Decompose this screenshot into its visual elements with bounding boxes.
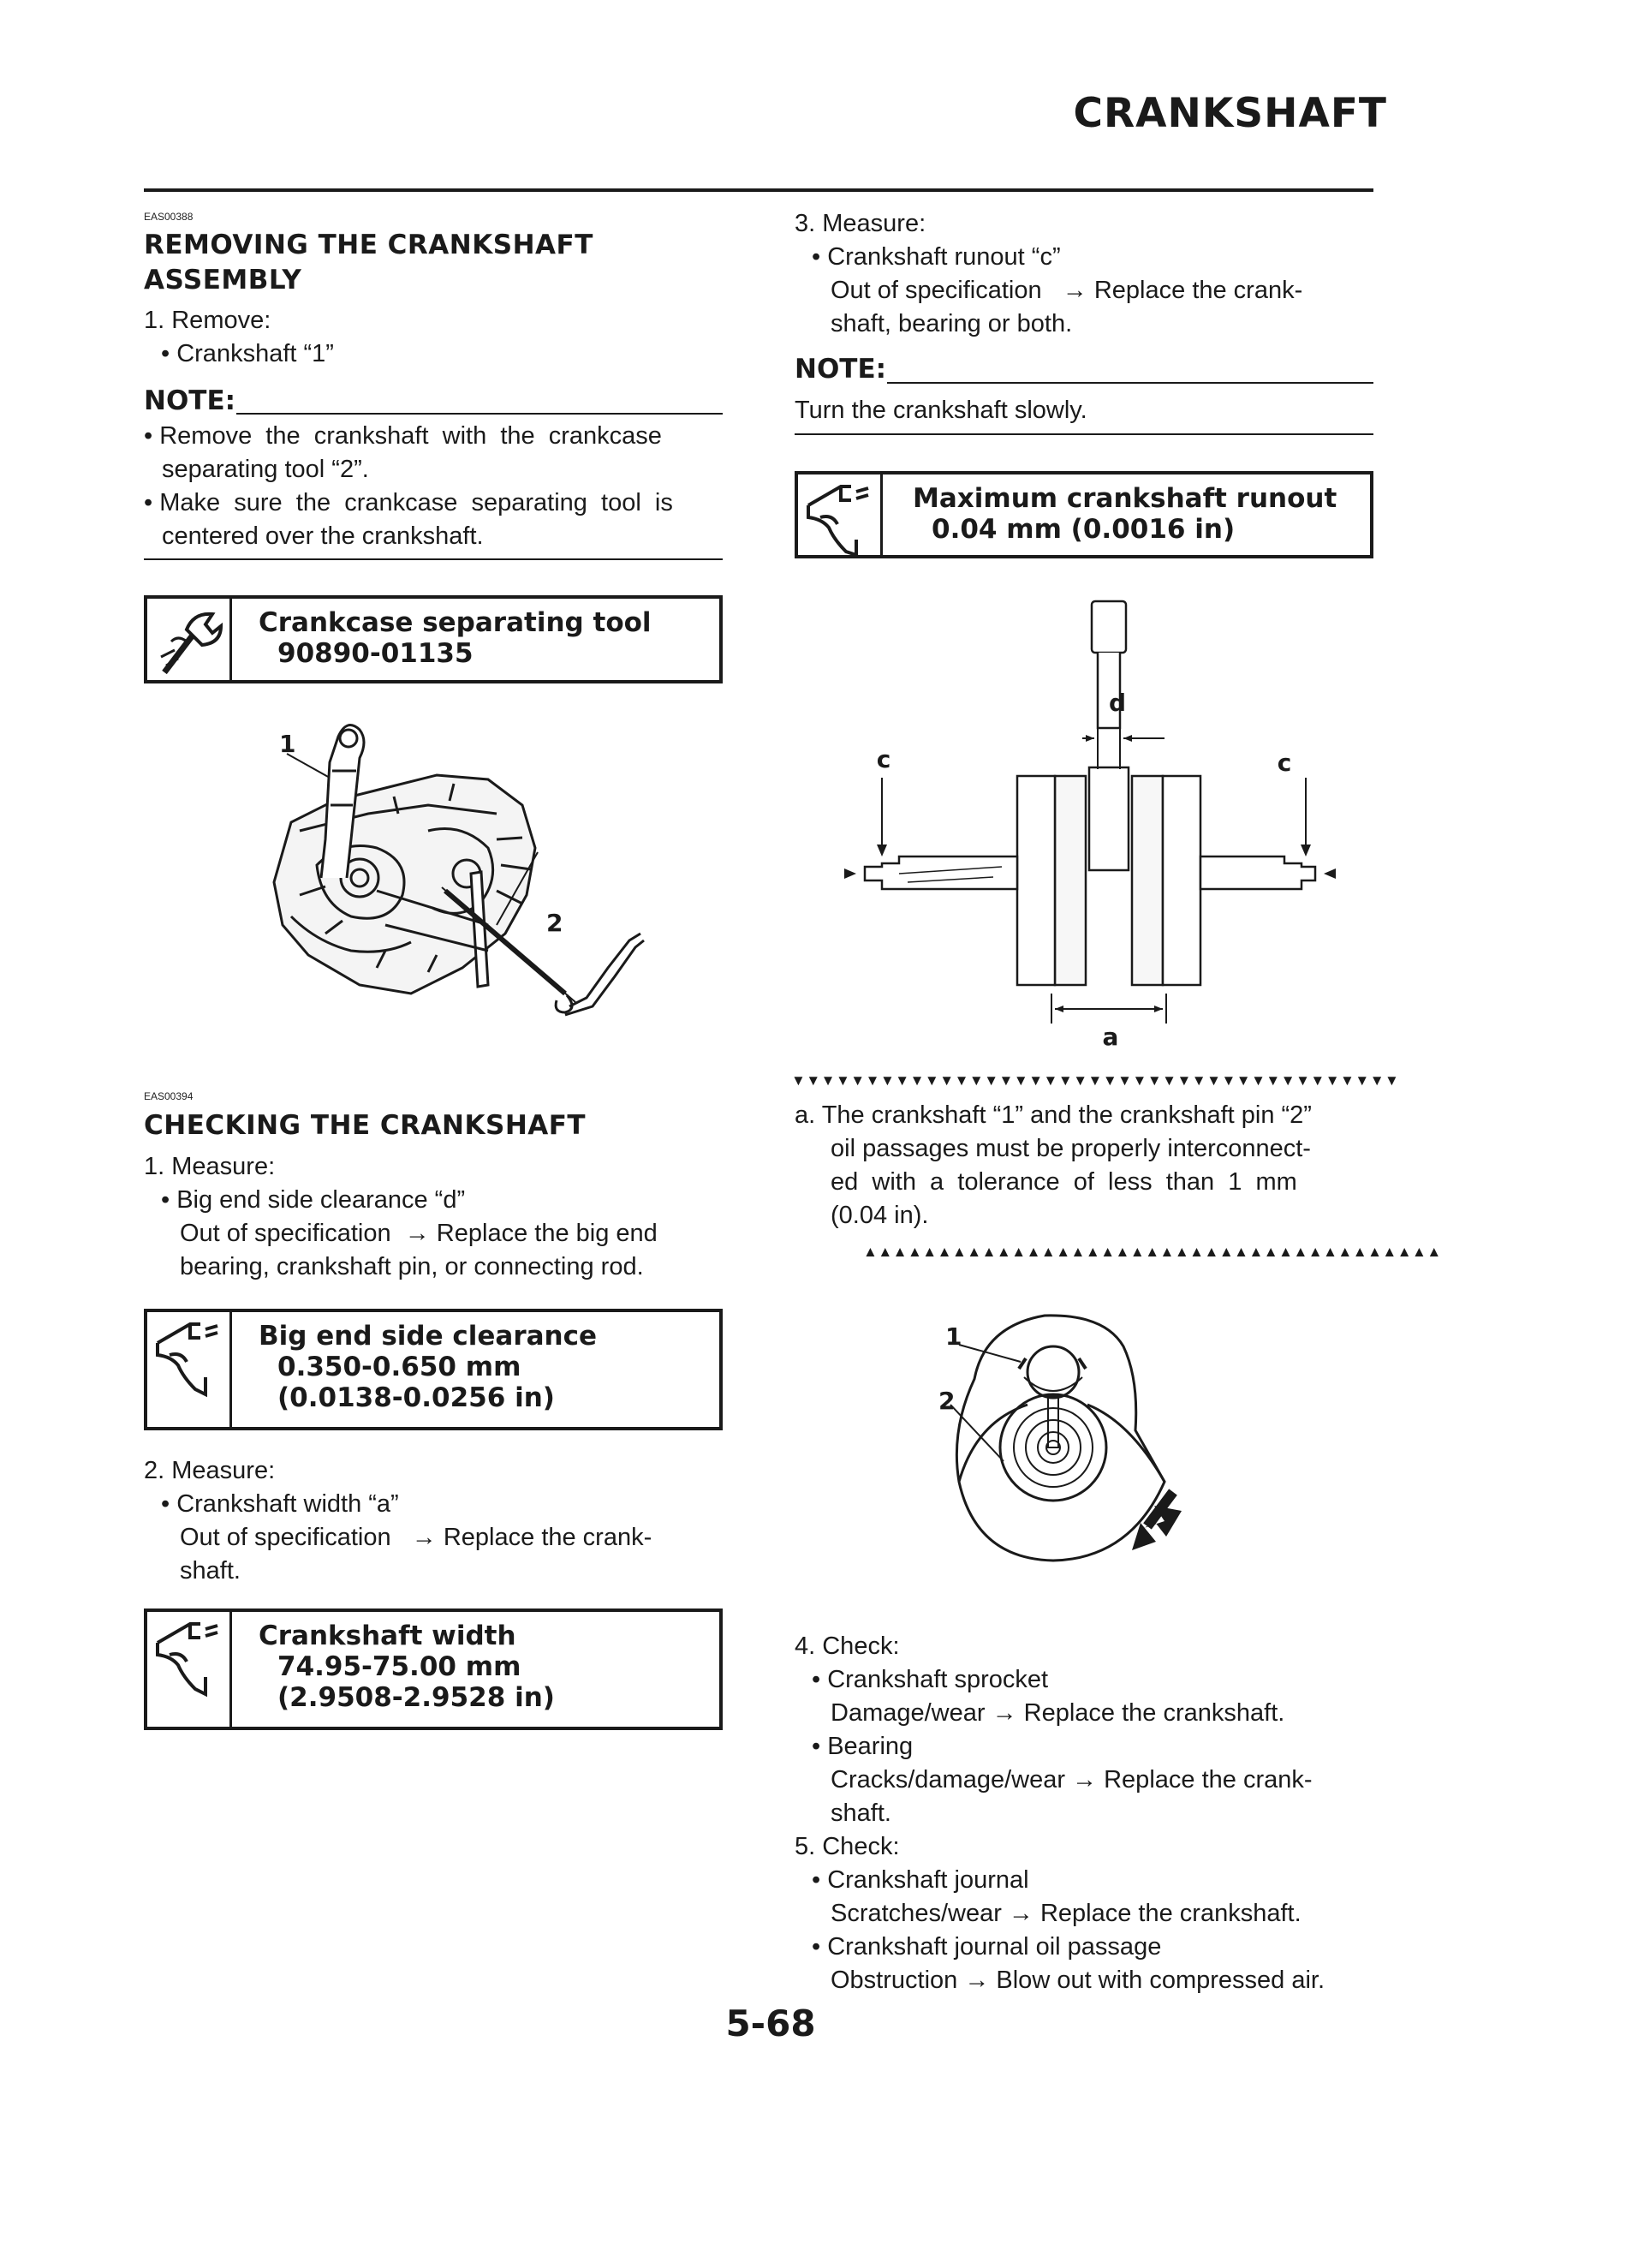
section-code-removing: EAS00388	[144, 211, 194, 223]
big-end-clearance-spec-text	[259, 1321, 597, 1413]
caliper-icon	[152, 1617, 224, 1699]
caliper-icon-cell-3	[798, 474, 883, 555]
check-step-4-bullet-2-line2: Cracks/damage/wear → Replace the crank-	[831, 1766, 1313, 1794]
tool-name: Crankcase separating tool	[259, 607, 652, 638]
note-end-rule-right	[795, 433, 1373, 435]
spec-value-mm-big-end: 0.350-0.650 mm	[277, 1352, 521, 1382]
note-bullet-2-cont: centered over the crankshaft.	[162, 522, 484, 550]
check-step-2: 2. Measure:	[144, 1457, 276, 1484]
caliper-icon	[803, 480, 875, 558]
oil-figure-label-1: 1	[945, 1322, 962, 1351]
tool-icon-cell	[147, 599, 232, 680]
check-step-2-line2: Out of specification → Replace the crank-	[180, 1524, 652, 1551]
check-step-4-bullet-1: • Crankshaft sprocket	[812, 1666, 1049, 1693]
check-step-5-bullet-1-line2: Scratches/wear → Replace the crankshaft.	[831, 1900, 1302, 1927]
section-title-checking: CHECKING THE CRANKSHAFT	[144, 1110, 587, 1141]
note-bullet-1: • Remove the crankshaft with the crankcase	[144, 422, 662, 450]
spec-value-runout: 0.04 mm (0.0016 in)	[932, 514, 1236, 545]
section-title-removing	[144, 228, 593, 298]
sub-step-a-line2: oil passages must be properly interconnect-	[831, 1135, 1311, 1162]
check-step-5: 5. Check:	[795, 1833, 900, 1860]
check-step-5-bullet-2-line2: Obstruction → Blow out with compressed air.	[831, 1967, 1325, 1994]
page-title: CRANKSHAFT	[1073, 90, 1387, 137]
spec-value-in-width: (2.9508-2.9528 in)	[277, 1682, 555, 1713]
figure-label-2: 2	[546, 909, 563, 937]
crankshaft-width-spec-text	[259, 1620, 555, 1713]
check-step-4: 4. Check:	[795, 1632, 900, 1660]
check-step-1-line2: Out of specification → Replace the big end	[180, 1220, 658, 1247]
check-step-3-bullet: • Crankshaft runout “c”	[812, 243, 1061, 271]
header-divider	[144, 188, 1373, 192]
note-underline-right	[887, 382, 1373, 384]
max-runout-spec-box	[795, 471, 1373, 558]
step-1-bullet: • Crankshaft “1”	[161, 340, 334, 367]
diagram-label-a: a	[1102, 1023, 1119, 1051]
check-step-5-bullet-1: • Crankshaft journal	[812, 1866, 1029, 1894]
sub-step-a-line4: (0.04 in).	[831, 1202, 929, 1229]
step-1-remove: 1. Remove:	[144, 307, 271, 334]
caliper-icon	[152, 1317, 224, 1400]
crankshaft-width-spec-box	[144, 1608, 723, 1730]
section-title-line2: ASSEMBLY	[144, 265, 302, 295]
check-step-2-bullet: • Crankshaft width “a”	[161, 1490, 399, 1518]
sub-step-a-line1: a. The crankshaft “1” and the crankshaft pin “2”	[795, 1101, 1312, 1129]
page-number: 5-68	[725, 2002, 816, 2044]
spec-value-mm-width: 74.95-75.00 mm	[277, 1651, 521, 1682]
note-bullet-2: • Make sure the crankcase separating tool is	[144, 489, 673, 516]
section-code-checking: EAS00394	[144, 1090, 194, 1102]
check-step-4-bullet-2: • Bearing	[812, 1733, 914, 1760]
caliper-icon-cell-1	[147, 1312, 232, 1427]
diagram-label-c-left: c	[876, 745, 891, 773]
section-title-line1: REMOVING THE CRANKSHAFT	[144, 230, 593, 260]
check-step-2-line3: shaft.	[180, 1557, 241, 1585]
diagram-label-c-right: c	[1277, 749, 1292, 777]
oil-figure-label-2: 2	[938, 1387, 956, 1415]
check-step-4-bullet-1-line2: Damage/wear → Replace the crankshaft.	[831, 1699, 1285, 1727]
spec-title-width: Crankshaft width	[259, 1620, 516, 1651]
note-label: NOTE:	[144, 385, 236, 416]
caliper-icon-cell-2	[147, 1612, 232, 1727]
note-bullet-1-cont: separating tool “2”.	[162, 456, 369, 483]
check-step-1-bullet: • Big end side clearance “d”	[161, 1186, 466, 1214]
check-step-4-bullet-2-line3: shaft.	[831, 1799, 891, 1827]
crankshaft-oil-passage-figure	[925, 1302, 1233, 1576]
check-step-3: 3. Measure:	[795, 210, 926, 237]
tool-number: 90890-01135	[277, 638, 474, 669]
check-step-5-bullet-2: • Crankshaft journal oil passage	[812, 1933, 1162, 1961]
sub-step-a-line3: ed with a tolerance of less than 1 mm	[831, 1168, 1297, 1196]
wrench-tool-icon	[152, 604, 224, 679]
figure-label-1: 1	[279, 730, 296, 758]
diagram-label-d: d	[1108, 689, 1127, 717]
note-label-right: NOTE:	[795, 354, 887, 385]
crankshaft-runout-diagram	[822, 591, 1344, 1053]
tool-spec-box	[144, 595, 723, 683]
spec-title-big-end: Big end side clearance	[259, 1321, 598, 1352]
big-end-clearance-spec-box	[144, 1309, 723, 1430]
spec-title-runout: Maximum crankshaft runout	[913, 483, 1337, 514]
check-step-3-line2: Out of specification → Replace the crank-	[831, 277, 1303, 304]
note-text-right: Turn the crankshaft slowly.	[795, 397, 1087, 424]
instruction-end-marker: ▲▲▲▲▲▲▲▲▲▲▲▲▲▲▲▲▲▲▲▲▲▲▲▲▲▲▲▲▲▲▲▲▲▲▲▲▲▲▲	[863, 1244, 1442, 1260]
note-underline	[236, 413, 723, 415]
check-step-3-line3: shaft, bearing or both.	[831, 310, 1073, 337]
spec-value-in-big-end: (0.0138-0.0256 in)	[277, 1382, 555, 1413]
check-step-1-line3: bearing, crankshaft pin, or connecting rod.	[180, 1253, 644, 1280]
instruction-start-marker: ▼▼▼▼▼▼▼▼▼▼▼▼▼▼▼▼▼▼▼▼▼▼▼▼▼▼▼▼▼▼▼▼▼▼▼▼▼▼▼▼▼	[791, 1072, 1400, 1089]
max-runout-spec-text	[913, 483, 1337, 545]
check-step-1: 1. Measure:	[144, 1153, 276, 1180]
note-end-rule	[144, 558, 723, 560]
tool-spec-text	[259, 607, 652, 669]
engine-crankcase-figure	[240, 711, 651, 1036]
